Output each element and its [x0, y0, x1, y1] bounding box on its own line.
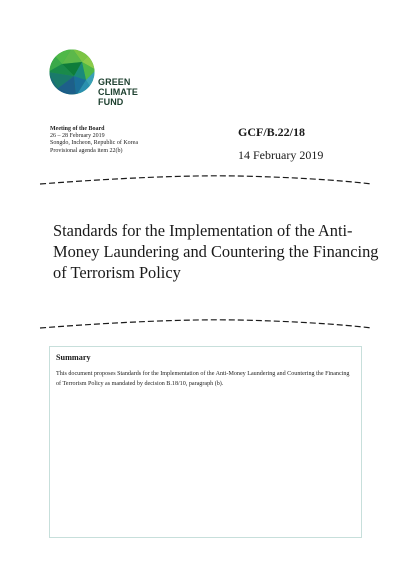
- document-title: Standards for the Implementation of the Anti-Money Laundering and Countering the Financing of Terrorism Policy: [53, 221, 379, 282]
- meeting-dates: 26 – 28 February 2019: [50, 133, 105, 140]
- summary-box: [49, 346, 362, 538]
- gcf-logo: [48, 48, 148, 110]
- meeting-agenda-item: Provisional agenda item 22(b): [50, 147, 123, 154]
- logo-wordmark: [98, 77, 138, 107]
- meeting-location: Songdo, Incheon, Republic of Korea: [50, 140, 138, 147]
- summary-text: This document proposes Standards for the Implementation of the Anti-Money Laundering and Countering the Financing of Terrorism Policy as mandated by decision B.18/10, paragraph (b).: [56, 371, 350, 387]
- meeting-info: [50, 126, 138, 155]
- globe-icon: [48, 48, 96, 96]
- logo-line-green: GREEN: [98, 77, 131, 87]
- meeting-label: Meeting of the Board: [50, 126, 105, 132]
- logo-line-climate: CLIMATE: [98, 87, 139, 97]
- summary-heading: Summary: [56, 353, 91, 362]
- document-date: 14 February 2019: [238, 148, 324, 162]
- logo-line-fund: FUND: [98, 97, 124, 107]
- decorative-wave-divider-bottom: [38, 318, 374, 334]
- document-reference: GCF/B.22/18: [238, 125, 306, 139]
- decorative-wave-divider-top: [38, 174, 374, 190]
